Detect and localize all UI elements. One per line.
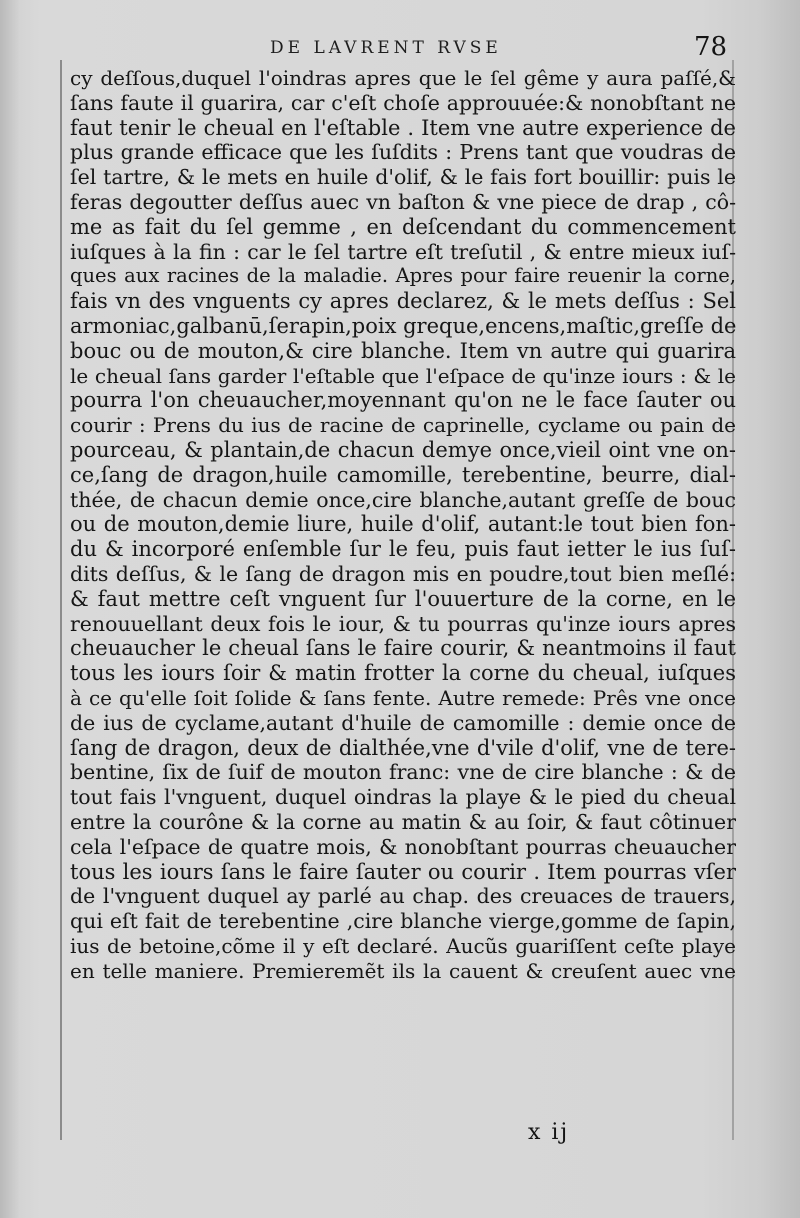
text-line: plus grande efficace que les ſuſdits : Prens tant que voudras de [70, 140, 736, 165]
text-line: ſang de dragon, deux de dialthée,vne d'vile d'olif, vne de tere- [70, 735, 736, 760]
text-line: du & incorporé enſemble ſur le feu, puis faut ietter le ius ſuſ- [70, 537, 736, 562]
text-line: tout fais l'vnguent, duquel oindras la playe & le pied du cheual [70, 785, 736, 810]
text-line: de l'vnguent duquel ay parlé au chap. des creuaces de trauers, [70, 884, 736, 909]
text-line: pourra l'on cheuaucher,moyennant qu'on ne le face ſauter ou [70, 388, 736, 413]
text-line: dits deſſus, & le ſang de dragon mis en poudre,tout bien meſlé: [70, 561, 736, 586]
text-line: ques aux racines de la maladie. Apres pour faire reuenir la corne, [70, 264, 736, 288]
text-line: cy deſſous,duquel l'oindras apres que le ſel gême y aura paſſé,& [70, 66, 736, 90]
text-line: cheuaucher le cheual ſans le faire courir, & neantmoins il faut [70, 636, 736, 661]
text-line: bouc ou de mouton,& cire blanche. Item vn autre qui guarira [70, 338, 736, 363]
text-line: tous les iours ſans le faire ſauter ou courir . Item pourras vſer [70, 859, 736, 884]
page-header [0, 32, 800, 68]
text-line: iuſques à la fin : car le ſel tartre eſt treſutil , & entre mieux iuſ- [70, 239, 736, 264]
page-number: 78 [694, 32, 728, 62]
left-margin-rule [60, 60, 62, 1140]
body-text [70, 66, 736, 983]
text-line: pourceau, & plantain,de chacun demye once,vieil oint vne on- [70, 437, 736, 462]
text-line: fais vn des vnguents cy apres declarez, & le mets deſſus : Sel [70, 289, 736, 314]
text-line: me as fait du ſel gemme , en deſcendant du commencement [70, 214, 736, 239]
running-head: DE LAVRENT RVSE [270, 38, 502, 58]
text-line: ſel tartre, & le mets en huile d'olif, & le fais fort bouillir: puis le [70, 165, 736, 190]
text-line: entre la courône & la corne au matin & au ſoir, & faut côtinuer [70, 809, 736, 834]
text-line: en telle maniere. Premieremẽt ils la cauent & creuſent auec vne [70, 958, 736, 983]
signature-mark: x ij [528, 1120, 570, 1145]
text-line: ius de betoine,cõme il y eſt declaré. Aucũs guariſſent ceſte playe [70, 933, 736, 958]
text-line: cela l'eſpace de quatre mois, & nonobſtant pourras cheuaucher [70, 834, 736, 859]
text-line: bentine, ſix de ſuif de mouton franc: vne de cire blanche : & de [70, 760, 736, 785]
text-line: & faut mettre ceſt vnguent ſur l'ouuerture de la corne, en le [70, 586, 736, 611]
text-line: ou de mouton,demie liure, huile d'olif, autant:le tout bien fon- [70, 512, 736, 537]
text-line: qui eſt fait de terebentine ,cire blanche vierge,gomme de ſapin, [70, 909, 736, 934]
text-line: armoniac,galbanū,ſerapin,poix greque,encens,maſtic,greſſe de [70, 313, 736, 338]
text-line: ce,ſang de dragon,huile camomille, terebentine, beurre, dial- [70, 462, 736, 487]
text-line: ſans faute il guarira, car c'eſt choſe approuuée:& nonobſtant ne [70, 90, 736, 115]
text-line: de ius de cyclame,autant d'huile de camomille : demie once de [70, 710, 736, 735]
text-line: courir : Prens du ius de racine de caprinelle, cyclame ou pain de [70, 413, 736, 438]
text-line: faut tenir le cheual en l'eſtable . Item vne autre experience de [70, 115, 736, 140]
text-line: le cheual ſans garder l'eſtable que l'eſpace de qu'inze iours : & le [70, 363, 736, 388]
text-line: thée, de chacun demie once,cire blanche,autant greſſe de bouc [70, 487, 736, 512]
text-line: renouuellant deux fois le iour, & tu pourras qu'inze iours apres [70, 611, 736, 636]
text-line: feras degoutter deſſus auec vn baſton & vne piece de drap , cô- [70, 189, 736, 214]
text-line: à ce qu'elle ſoit ſolide & ſans fente. Autre remede: Prês vne once [70, 685, 736, 710]
text-line: tous les iours ſoir & matin frotter la corne du cheual, iuſques [70, 661, 736, 686]
